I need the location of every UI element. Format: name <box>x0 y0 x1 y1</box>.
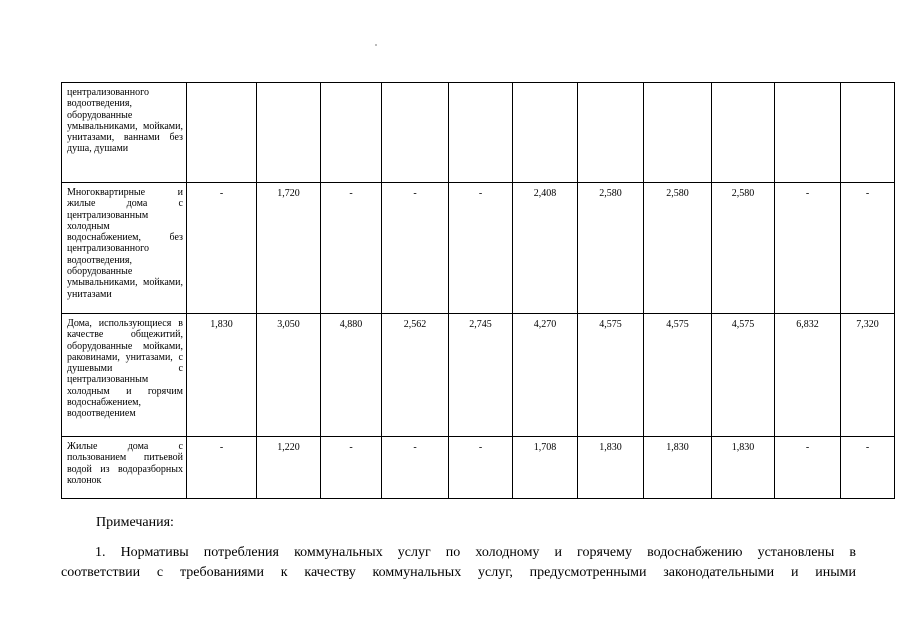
table-cell: 1,830 <box>644 437 712 499</box>
table-cell: 2,580 <box>644 183 712 314</box>
table-cell: - <box>775 437 841 499</box>
note-line-1: 1. Нормативы потребления коммунальных услуг по холодному и горячему водоснабжению установлены в <box>95 545 856 560</box>
table-cell: - <box>187 183 257 314</box>
table-cell: - <box>449 183 513 314</box>
table-cell: - <box>187 437 257 499</box>
table-row <box>62 437 895 499</box>
table-cell: 2,562 <box>382 314 449 437</box>
table-row <box>62 314 895 437</box>
row-label: Жилые дома с пользованием питьевой водой из водоразборных колонок <box>62 437 187 499</box>
note-paragraph-1 <box>61 543 856 583</box>
table-cell: 6,832 <box>775 314 841 437</box>
table-cell: 1,830 <box>712 437 775 499</box>
table-cell <box>382 83 449 183</box>
row-label: Дома, использующиеся в качестве общежитий, оборудованные мойками, раковинами, унитазами, с душевыми с централизованным холодным и горячим водоснабжением, водоотведением <box>62 314 187 437</box>
table-cell: 1,830 <box>187 314 257 437</box>
table-cell <box>449 83 513 183</box>
scan-speck <box>375 44 377 46</box>
table-row <box>62 183 895 314</box>
table-cell <box>321 83 382 183</box>
table-cell: 7,320 <box>841 314 895 437</box>
table-cell: - <box>841 437 895 499</box>
table-cell: 1,830 <box>578 437 644 499</box>
table-cell: 4,270 <box>513 314 578 437</box>
table-cell <box>841 83 895 183</box>
consumption-norms-table <box>61 82 895 499</box>
table-cell: 1,220 <box>257 437 321 499</box>
table-cell: 4,575 <box>644 314 712 437</box>
notes-title: Примечания: <box>96 515 174 530</box>
table-cell: - <box>382 183 449 314</box>
table-cell: 2,745 <box>449 314 513 437</box>
table-cell: 2,580 <box>578 183 644 314</box>
table-cell <box>513 83 578 183</box>
table-cell: 2,580 <box>712 183 775 314</box>
table-cell: 4,880 <box>321 314 382 437</box>
table-cell: 3,050 <box>257 314 321 437</box>
table-cell <box>187 83 257 183</box>
table-cell: - <box>841 183 895 314</box>
table-cell <box>712 83 775 183</box>
note-line-2: соответствии с требованиями к качеству коммунальных услуг, предусмотренными законодательными и иными <box>61 565 856 580</box>
table-cell: - <box>775 183 841 314</box>
row-label: централизованного водоотведения, оборудованные умывальниками, мойками, унитазами, ваннами без душа, душами <box>62 83 187 183</box>
table-cell <box>644 83 712 183</box>
table-cell: 1,708 <box>513 437 578 499</box>
table-row <box>62 83 895 183</box>
table-cell: - <box>321 437 382 499</box>
table-cell <box>578 83 644 183</box>
table-cell: 1,720 <box>257 183 321 314</box>
table-cell <box>257 83 321 183</box>
table-cell: 4,575 <box>578 314 644 437</box>
table-cell: - <box>321 183 382 314</box>
table-cell: - <box>449 437 513 499</box>
table-cell: 4,575 <box>712 314 775 437</box>
row-label: Многоквартирные и жилые дома с централизованным холодным водоснабжением, без централизованного водоотведения, оборудованные умывальниками, мойками, унитазами <box>62 183 187 314</box>
table-cell <box>775 83 841 183</box>
table-cell: 2,408 <box>513 183 578 314</box>
table-cell: - <box>382 437 449 499</box>
